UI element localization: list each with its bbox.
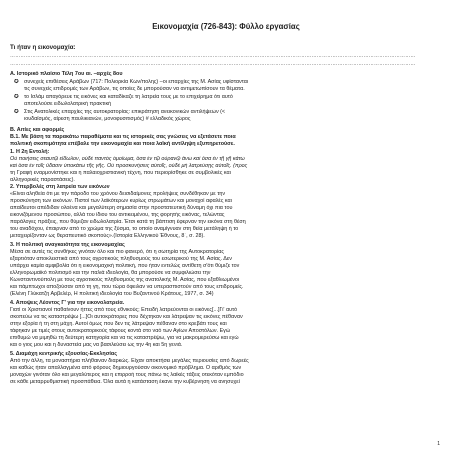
section-b-heading: Β. Αιτίες και αφορμές: [10, 127, 65, 133]
bullet-3-text: Στις Ανατολικές επαρχίες της αυτοκρατορίας: επικράτηση ανεικονικών αντιλήψεων (<: [24, 109, 226, 115]
source-2-line: «Είναι αληθεία ότι με την πάροδο του χρόνου δεισιδαίμονες προλήψεις συνδέθηκαν με την: [10, 191, 226, 197]
b1-question-line-1: Β.1. Με βάση τα παρακάτω παραθέματα και τις ιστορικές σας γνώσεις να εξετάσετε ποια: [10, 134, 236, 140]
source-3-line: (Ελένη Γλύκατζη Αρβελέρ, Η πολιτική ιδεολογία του Βυζαντινού Κράτους, 1977, σ. 34): [10, 291, 214, 297]
source-4-line: επιθυμώ να μιμηθώ τη δεύτερη κατηγορία και να τις καταστρέψω, για να μακρομερεύσω και εγώ: [10, 335, 239, 341]
source-2-line: παράλογες πράξεις, που θύμιζαν ειδωλολατρία. Έτσι κατά τη βάπτιση έφερναν την εικόνα στη θέση: [10, 219, 246, 225]
source-5-line: και καθώς ήταν απαλλαγμένα από φόρους δημιουργούσαν οικονομικό πρόβλημα. Ο αριθμός των: [10, 365, 242, 371]
source-1-heading: 1. Η 2η Εντολή:: [10, 149, 50, 155]
bullet-icon: ✪: [14, 94, 19, 100]
source-2-line: προσκύνηση των εικόνων. Πιστοί των λαϊκότερων κυρίως στρωμάτων και μοναχοί αφαλές και: [10, 198, 232, 204]
source-3-heading: 3. Η πολιτική αναγκαιότητα της εικονομαχίας: [10, 242, 125, 248]
bullet-icon: ✪: [14, 109, 19, 115]
source-2-line: του αναδόχου, έπαιρναν από το χρώμα της ξύσμα, το οποίο αναμίγνυαν στη θεία μετάληψη ή το: [10, 226, 239, 232]
source-1-line: καὶ ὅσα ἐν τοῖς ὕδασιν ὑποκάτω τῆς γῆς. Οὐ προσκυνήσεις αὐτοῖς, οὐδὲ μὴ λατρεύσῃς αὐτοῖς. (προς: [10, 163, 248, 169]
source-2-line: απαίδευτοι απέδιδαν ολοένα και μεγαλύτερη σημασία στην προστατευτική δύναμη όχι πια του: [10, 205, 233, 211]
source-4-line: τάφηκαν με τιμές στους αυτοκρατορικούς τάφους κοντά στο ναό των Αγίων Αποστόλων. Εγώ: [10, 328, 231, 334]
question-label: Τι ήταν η εικονομαχία:: [10, 44, 76, 51]
source-4-heading: 4. Αποψεις Λέοντος Γ' για την εικονολατρεία.: [10, 300, 125, 306]
bullet-3-cont: ιουδαϊσμός, αίρεση παυλικιανών, μονοφυσιτισμός) # ελλαδικός χώρος: [24, 116, 191, 122]
page-title: Εικονομαχία (726-843): Φύλλο εργασίας: [152, 22, 300, 31]
section-a-heading: Α. Ιστορικό πλαίσιο Τέλη 7ου αι. –αρχές 8ου: [10, 71, 123, 77]
b1-question-line-2: πολιτική σκοπιμότητα επέβαλε την εικονομαχία και ποια λαϊκή αντίληψη εξυπηρετούσε.: [10, 141, 235, 147]
source-2-line: εικονιζόμενου προσώπου, αλλά του ίδιου του αντικειμένου, της φορητής εικόνας, τελώντας: [10, 212, 225, 218]
bullet-1-text: συνεχείς επιθέσεις Αράβων (717: Πολιορκία Κων/πολης) –οι επαρχίες της Μ. Ασίας υφίστανται: [24, 79, 249, 85]
bullet-icon: ✪: [14, 79, 19, 85]
source-5-line: Από την άλλη, τα μοναστήρια πλήθαιναν διαρκώς. Είχαν αποκτήσει μεγάλες περιουσίες από δωρεές: [10, 358, 249, 364]
source-3-line: εξαρτιόταν αποκλειστικά από τους αγροτικούς πληθυσμούς του εσωτερικού της Μ. Ασίας. Δεν: [10, 256, 232, 262]
source-4-line: και ο γιος μου και η δυναστεία μας να βασιλεύσει ως την 4η και 5η γενιά.: [10, 342, 183, 348]
source-5-line: σε κάθε μεταρρυθμιστική προσπάθεια. Όλα αυτά η κατάσταση έκανε την κυβέρνηση να ανησυχεί: [10, 379, 240, 385]
source-3-line: ελληνορωμαϊκό πολιτισμό και την παλιά ιδεολογία, θα μπορούσε να συμφιλιώσει την: [10, 270, 211, 276]
source-3-line: Μέσα σε αυτές τις συνθήκες γινόταν όλο και πιο φανερό, ότι η σωτηρία της Αυτοκρατορίας: [10, 249, 224, 255]
source-2-heading: 2. Υπερβολές στη λατρεία των εικόνων: [10, 184, 110, 190]
source-3-line: και πάμπτωχοι αποζούσαν από τη γη, που τώρα όφειλαν να υπερασπιστούν από τους επιδρομείς.: [10, 284, 244, 290]
page-number: 1: [437, 441, 440, 447]
source-1-line: αλληγορικές παραστάσεις).: [10, 177, 75, 183]
source-4-line: σκοπεύω να τις καταστρέψω [...]Οι αυτοκράτορες που δέχτηκαν και λάτρεψαν τις εικόνες πέθαναν: [10, 314, 243, 320]
source-5-heading: 5. Διαμάχη κεντρικής εξουσίας-Εκκλησίας: [10, 351, 118, 357]
source-1-line: Οὐ ποιήσεις σεαυτῷ εἴδωλον, οὐδὲ παντὸς ὁμοίωμα, ὅσα ἐν τῷ οὐρανῷ ἄνω καὶ ὅσα ἐν τῇ γῇ κάτω: [10, 156, 245, 162]
source-3-line: υπάρχει καμία αμφιβολία ότι η εικονομαχική πολιτική, που ήταν εντελώς αντίθετη σ'ότι θύμιζε τον: [10, 263, 240, 269]
bullet-2-text: το Ισλάμ απαγόρευε τις εικόνες και καταδίκαζε τη λατρεία τους με το επιχείρημα ότι αυτό: [24, 94, 233, 100]
source-3-line: Κωνσταντινούπολη με τους αγροτικούς πληθυσμούς της ανατολικής Μ. Ασίας, που εξαθλιωμένοι: [10, 277, 240, 283]
source-2-line: μεταχειρίζονταν ως θεραπευτικό σκοπούς».(Ιστορία Ελληνικού Έθνους, 8΄, σ. 28).: [10, 233, 205, 239]
bullet-1-cont: τις συνεχείς επιδρομές των Αράβων, τις οποίες δε μπορούσαν να αντιμετωπίσουν τα θέματα.: [24, 86, 245, 92]
source-4-line: Γιατί οι Χριστιανοί παθαίνουν ήττες από τους εθνικούς; Επειδή λατρεύονται οι εικόνες[...]Γι' αυτό: [10, 307, 238, 313]
answer-line-1: ………………………………………………………………………………………………………………………………………………………………………………………………………………: [10, 53, 416, 59]
source-4-line: στην εξορία ή τη στη μάχη. Αυτοί όμως που δεν τις λάτρεψαν πέθαναν στο κρεβάτι τους και: [10, 321, 227, 327]
source-1-line: τη Γραφή εναρμονίστηκε και η παλαιοχριστιανική τέχνη, που περιορίσθηκε σε συμβολικές και: [10, 170, 231, 176]
source-5-line: μοναχών γινόταν όλο και μεγαλύτερος και η επιρροή τους πάνω τις λαϊκές τάξεις οτεκόταν εμπόδιο: [10, 372, 244, 378]
answer-line-2: ………………………………………………………………………………………………………………………………………………………………………………………………………………: [10, 61, 416, 67]
bullet-2-cont: αποτελούσε ειδωλολατρική πρακτική: [24, 101, 112, 107]
